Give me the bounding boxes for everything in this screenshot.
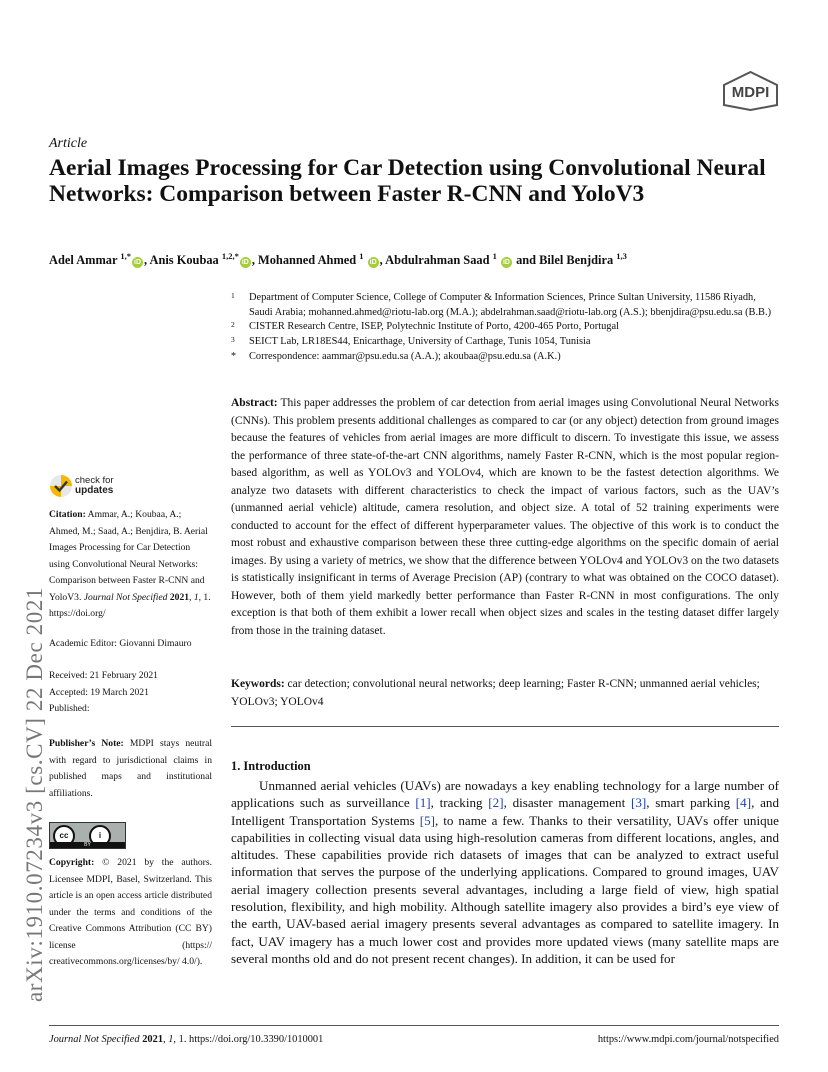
citation-link[interactable]: [3] (630, 795, 647, 811)
paper-title: Aerial Images Processing for Car Detection using Convolutional Neural Networks: Comparison between Faster R-CNN and YoloV3 (49, 155, 766, 207)
intro-text: , to name a few. Thanks to their versatility, UAVs offer unique capabilities in collecting visual data using high-resolution cameras from different locations, angles, and altitudes. These capabilities provide rich datasets of images that can be analyzed to extract useful information that serves the purpose of the underlying applications. Compared to ground images, UAV aerial imagery collection presents several advantages, including a large field of view, high spatial resolution, flexibility, and high mobility. Although satellite imagery also provides a bird’s eye view of the earth, UAV-based aerial imagery presents several advantages as compared to satellite imagery. In fact, UAV imagery has a much lower cost and provides more updated views (many satellite maps are several months old and do not present recent changes). In addition, it can be used for (231, 812, 779, 966)
citation-link[interactable]: [4] (735, 795, 752, 811)
publishers-note (49, 736, 212, 802)
citation-volume: 1 (193, 591, 199, 603)
check-updates-icon (49, 474, 73, 498)
mdpi-logo (722, 71, 779, 111)
affiliation-number: 2 (231, 320, 235, 330)
section-divider (231, 726, 779, 727)
keywords-text: car detection; convolutional neural networks; deep learning; Faster R-CNN; unmanned aerial vehicles; YOLOv3; YOLOv4 (231, 678, 760, 708)
citation-text: Ammar, A.; Koubaa, A.; Ahmed, M.; Saad, A.; Benjdira, B. Aerial Images Processing for Car Detection using Convolutional Neural Networks: Comparison between Faster R-CNN and YoloV3. (49, 509, 208, 603)
author-affil-sup: 1,2,* (221, 251, 239, 261)
footer-divider (49, 1025, 779, 1026)
affiliation-number: 1 (231, 291, 235, 300)
section-heading: 1. Introduction (231, 759, 311, 773)
affiliation-text: Department of Computer Science, College of Computer & Information Sciences, Prince Sultan University, 11586 Riyadh, Saudi Arabia; mohanned.ahmed@riotu-lab.org (M.A.); abdelrahman.saad@riotu-lab.org (A.S.); bbenjdira@psu.edu.sa (B.B.) (249, 292, 772, 318)
affiliations (231, 291, 781, 365)
author-name[interactable]: Mohanned Ahmed (258, 253, 357, 267)
affiliation-text: CISTER Research Centre, ISEP, Polytechnic Institute of Porto, 4200-465 Porto, Portugal (249, 321, 619, 333)
abstract-label: Abstract: (231, 397, 278, 409)
check-updates-line1: check for (75, 475, 114, 486)
intro-text: , tracking (430, 795, 489, 811)
footer-citation: Journal Not Specified 2021, 1, 1. https://doi.org/10.3390/1010001 (49, 1034, 324, 1045)
keywords-label: Keywords: (231, 678, 285, 690)
author-affil-sup: 1,3 (616, 251, 627, 261)
author-affil-sup: 1 (359, 251, 364, 261)
affiliation-number: 3 (231, 335, 235, 345)
affiliation-item (231, 320, 781, 335)
author-name[interactable]: Bilel Benjdira (539, 253, 614, 267)
arxiv-stamp: arXiv:1910.07234v3 [cs.CV] 22 Dec 2021 (22, 586, 47, 1002)
correspondence-text: Correspondence: aammar@psu.edu.sa (A.A.); akoubaa@psu.edu.sa (A.K.) (249, 350, 561, 362)
citation-journal: Journal Not Specified (83, 591, 168, 603)
orcid-icon[interactable]: iD (134, 259, 141, 266)
affiliation-text: SEICT Lab, LR18ES44, Enicarthage, University of Carthage, Tunis 1054, Tunisia (249, 336, 591, 348)
author-name[interactable]: Adel Ammar (49, 253, 118, 267)
copyright-block (49, 855, 212, 971)
author-list: Adel Ammar $^{1,*}$iD , Anis Koubaa $^{1,2,*}$iD , Mohanned Ahmed $^1$ iD , Abdulrahman Saad $^1$ iD and Bilel Benjdira $^{1,3}$ (49, 251, 627, 267)
copyright-text: © 2021 by the authors. Licensee MDPI, Basel, Switzerland. This article is an open access article distributed under the terms and conditions of the Creative Commons Attribution (CC BY) license (https:// creativecommons.org/licenses/by/ 4.0/). (49, 857, 212, 967)
mdpi-logo-text: MDPI (731, 84, 770, 101)
affiliation-item (231, 291, 781, 320)
introduction-paragraph (231, 777, 779, 967)
footer-volume: 1 (168, 1034, 174, 1045)
footer-journal: Journal Not Specified (49, 1034, 140, 1045)
check-for-updates-badge[interactable] (49, 474, 169, 500)
check-updates-line2: updates (75, 485, 114, 496)
journal-url[interactable]: https://www.mdpi.com/journal/notspecified (597, 1034, 779, 1045)
orcid-icon[interactable]: iD (369, 259, 377, 266)
author-name[interactable]: Anis Koubaa (149, 253, 219, 267)
received-date: Received: 21 February 2021 (49, 670, 158, 681)
published-date: Published: (49, 703, 90, 714)
orcid-icon[interactable]: iD (241, 259, 249, 266)
keywords (231, 676, 779, 711)
cc-by-license-badge[interactable] (49, 822, 126, 849)
author-affil-sup: 1 (492, 251, 497, 261)
intro-text: , smart parking (646, 795, 736, 811)
abstract (231, 395, 779, 640)
intro-text: , and Intelligent Transportation Systems (231, 795, 779, 828)
citation-link[interactable]: [1] (415, 795, 431, 811)
citation-year: 2021 (169, 591, 190, 603)
orcid-icon[interactable]: iD (502, 259, 510, 266)
correspondence (231, 350, 781, 365)
affiliation-item (231, 335, 781, 350)
accepted-date: Accepted: 19 March 2021 (49, 687, 149, 698)
authors-connector: and (516, 253, 537, 267)
by-label: BY (50, 842, 125, 848)
citation-label: Citation: (49, 509, 86, 520)
author-name[interactable]: Abdulrahman Saad (385, 253, 490, 267)
footer-doi-link[interactable]: , 1. https://doi.org/10.3390/1010001 (173, 1034, 324, 1045)
academic-editor: Academic Editor: Giovanni Dimauro (49, 638, 192, 649)
copyright-label: Copyright: (49, 857, 95, 868)
attribution-icon: i (89, 825, 111, 847)
cc-icon: cc (53, 825, 75, 847)
footer-year: 2021 (142, 1034, 164, 1045)
citation-link[interactable]: [5] (419, 812, 435, 828)
article-type: Article (49, 136, 88, 151)
citation-link[interactable]: [2] (488, 795, 504, 811)
intro-text: , disaster management (503, 795, 631, 811)
correspondence-star: * (231, 350, 236, 362)
abstract-text: This paper addresses the problem of car detection from aerial images using Convolutional Neural Networks (CNNs). This problem presents additional challenges as compared to car (or any object) detection from ground images because the features of vehicles from aerial images are more difficult to discern. To investigate this issue, we assess the performance of three state-of-the-art CNN algorithms, namely Faster R-CNN, which is the most popular region-based algorithm, as well as YOLOv3 and YOLOv4, which are known to be the fastest detection algorithms. We analyze two datasets with different characteristics to check the impact of various factors, such as the UAV’s (unmanned aerial vehicle) altitude, camera resolution, and object size. A total of 52 training experiments were conducted to account for the effect of different hyperparameter values. The objective of this work is to conduct the most robust and exhaustive comparison between these three cutting-edge algorithms on the specific domain of aerial images. By using a variety of metrics, we show that the difference between YOLOv4 and YOLOv3 on the two datasets is statistically insignificant in terms of Average Precision (AP) (contrary to what was obtained on the COCO dataset). However, both of them yield markedly better performance than Faster R-CNN in most configurations. The only exception is that both of them exhibit a lower recall when object sizes and scales in the testing dataset differ largely from those in the training dataset. (231, 397, 779, 637)
intro-text: Unmanned aerial vehicles (UAVs) are nowadays a key enabling technology for a large number of applications such as surveillance (231, 778, 779, 811)
publishers-note-text: MDPI stays neutral with regard to jurisdictional claims in published maps and institutional affiliations. (49, 738, 212, 799)
publishers-note-label: Publisher’s Note: (49, 738, 124, 749)
citation-doi[interactable]: , 1. https://doi.org/ (49, 591, 211, 619)
citation-block: Citation: Ammar, A.; Koubaa, A.; Ahmed, M.; Saad, A.; Benjdira, B. Aerial Images Processing for Car Detection using Convolutional Neural Networks: Comparison between Faster R-CNN and YoloV3. Journal Not Specified 2021, 1, 1. https://doi.org/ (49, 509, 211, 619)
author-affil-sup: 1,* (120, 251, 131, 261)
